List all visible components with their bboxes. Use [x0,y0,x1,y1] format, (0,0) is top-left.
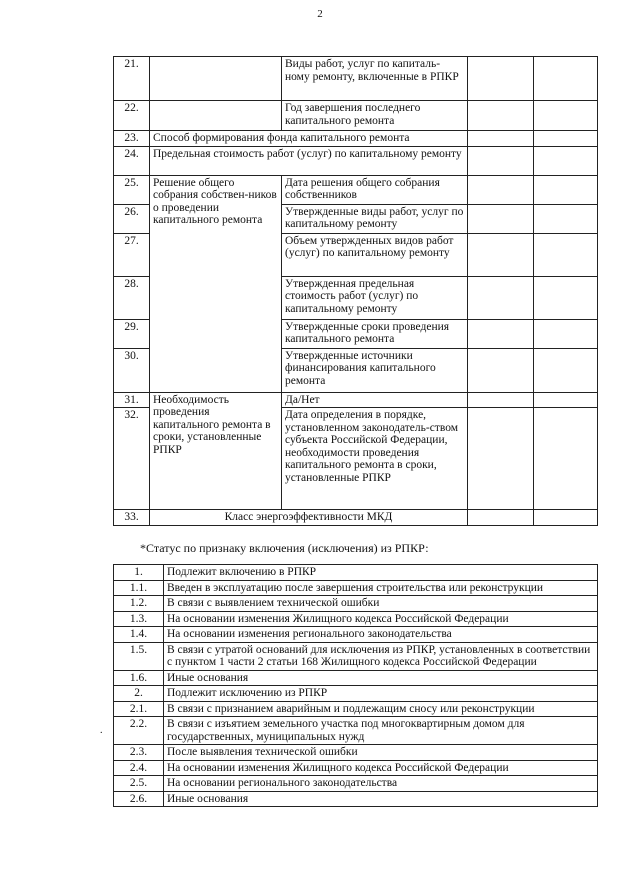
value-cell [534,204,598,233]
value-cell [468,510,534,526]
status-text: Введен в эксплуатацию после завершения строительства или реконструкции [164,580,598,596]
table-row [114,596,598,612]
row-label: Год завершения последнего капитального ремонта [282,101,468,131]
empty-cell [150,101,282,131]
status-text: На основании изменения регионального законодательства [164,627,598,643]
row-label: Предельная стоимость работ (услуг) по капитальному ремонту [150,146,468,175]
table-row [114,146,598,175]
group-label-necessity: Необходимость проведения капитального ремонта в сроки, установленные РПКР [150,392,282,510]
value-cell [468,348,534,392]
row-number: 27. [114,233,150,276]
status-text: На основании изменения Жилищного кодекса Российской Федерации [164,760,598,776]
value-cell [468,276,534,319]
status-code: 1.4. [114,627,164,643]
value-cell [534,131,598,147]
status-label: *Статус по признаку включения (исключения) из РПКР: [140,541,429,555]
row-number: 29. [114,319,150,348]
row-number: 26. [114,204,150,233]
row-label: Способ формирования фонда капитального ремонта [150,131,468,147]
value-cell [534,233,598,276]
stray-mark: . [100,725,103,736]
row-label: Объем утвержденных видов работ (услуг) по капитальному ремонту [282,233,468,276]
page-number: 2 [317,8,323,20]
status-text: В связи с выявлением технической ошибки [164,596,598,612]
value-cell [534,319,598,348]
value-cell [468,101,534,131]
status-text: В связи с утратой оснований для исключения из РПКР, установленных в соответствии с пунктом 1 части 2 статьи 168 Жилищного кодекса Российской Федерации [164,642,598,670]
table-row [114,392,598,408]
empty-cell [150,57,282,101]
status-text: Подлежит включению в РПКР [164,565,598,581]
status-code: 2.5. [114,776,164,792]
row-number: 22. [114,101,150,131]
table-row [114,760,598,776]
table-row [114,175,598,204]
value-cell [468,175,534,204]
table-row [114,611,598,627]
table-row [114,627,598,643]
table-row [114,101,598,131]
status-code: 1.2. [114,596,164,612]
status-text: Иные основания [164,791,598,807]
status-code: 2.6. [114,791,164,807]
table-row [114,670,598,686]
status-text: В связи с изъятием земельного участка под многоквартирным домом для государственных, муниципальных нужд [164,717,598,745]
table-row [114,642,598,670]
row-number: 21. [114,57,150,101]
row-number: 33. [114,510,150,526]
value-cell [534,348,598,392]
table-row [114,745,598,761]
status-code: 1.3. [114,611,164,627]
status-text: Подлежит исключению из РПКР [164,686,598,702]
row-label: Утвержденная предельная стоимость работ (услуг) по капитальному ремонту [282,276,468,319]
status-code: 1.5. [114,642,164,670]
house-attributes-table [113,56,598,526]
status-code: 1.1. [114,580,164,596]
row-number: 23. [114,131,150,147]
status-code: 1.6. [114,670,164,686]
value-cell [468,233,534,276]
row-label: Утвержденные источники финансирования капитального ремонта [282,348,468,392]
value-cell [534,101,598,131]
row-number: 31. [114,392,150,408]
row-label: Да/Нет [282,392,468,408]
status-code: 2.1. [114,701,164,717]
status-text: После выявления технической ошибки [164,745,598,761]
row-number: 28. [114,276,150,319]
group-label-meeting: Решение общего собрания собствен-ников о проведении капитального ремонта [150,175,282,392]
status-code: 2.3. [114,745,164,761]
table-row [114,701,598,717]
status-code: 2. [114,686,164,702]
status-text: На основании регионального законодательства [164,776,598,792]
row-label: Дата решения общего собрания собственников [282,175,468,204]
value-cell [468,57,534,101]
row-number: 30. [114,348,150,392]
table-row [114,791,598,807]
value-cell [534,175,598,204]
status-code: 1. [114,565,164,581]
row-label: Виды работ, услуг по капиталь-ному ремонту, включенные в РПКР [282,57,468,101]
value-cell [468,146,534,175]
value-cell [534,510,598,526]
row-number: 24. [114,146,150,175]
status-text: На основании изменения Жилищного кодекса Российской Федерации [164,611,598,627]
value-cell [534,392,598,408]
status-code: 2.4. [114,760,164,776]
table-row [114,131,598,147]
table-row [114,57,598,101]
row-label: Утвержденные виды работ, услуг по капитальному ремонту [282,204,468,233]
row-number: 32. [114,408,150,510]
value-cell [468,204,534,233]
row-label: Утвержденные сроки проведения капитального ремонта [282,319,468,348]
status-table [113,564,598,807]
status-text: Иные основания [164,670,598,686]
table-row [114,580,598,596]
value-cell [534,146,598,175]
table-row [114,776,598,792]
row-number: 25. [114,175,150,204]
row-label: Класс энергоэффективности МКД [150,510,468,526]
table-row [114,510,598,526]
value-cell [468,392,534,408]
value-cell [534,57,598,101]
table-row [114,717,598,745]
row-label: Дата определения в порядке, установленном законодатель-ством субъекта Российской Федерации, необходимости проведения капитального ремонта в сроки, установленные РПКР [282,408,468,510]
value-cell [468,319,534,348]
status-code: 2.2. [114,717,164,745]
table-row [114,686,598,702]
value-cell [534,276,598,319]
table-row [114,565,598,581]
status-text: В связи с признанием аварийным и подлежащим сносу или реконструкции [164,701,598,717]
value-cell [534,408,598,510]
value-cell [468,131,534,147]
value-cell [468,408,534,510]
